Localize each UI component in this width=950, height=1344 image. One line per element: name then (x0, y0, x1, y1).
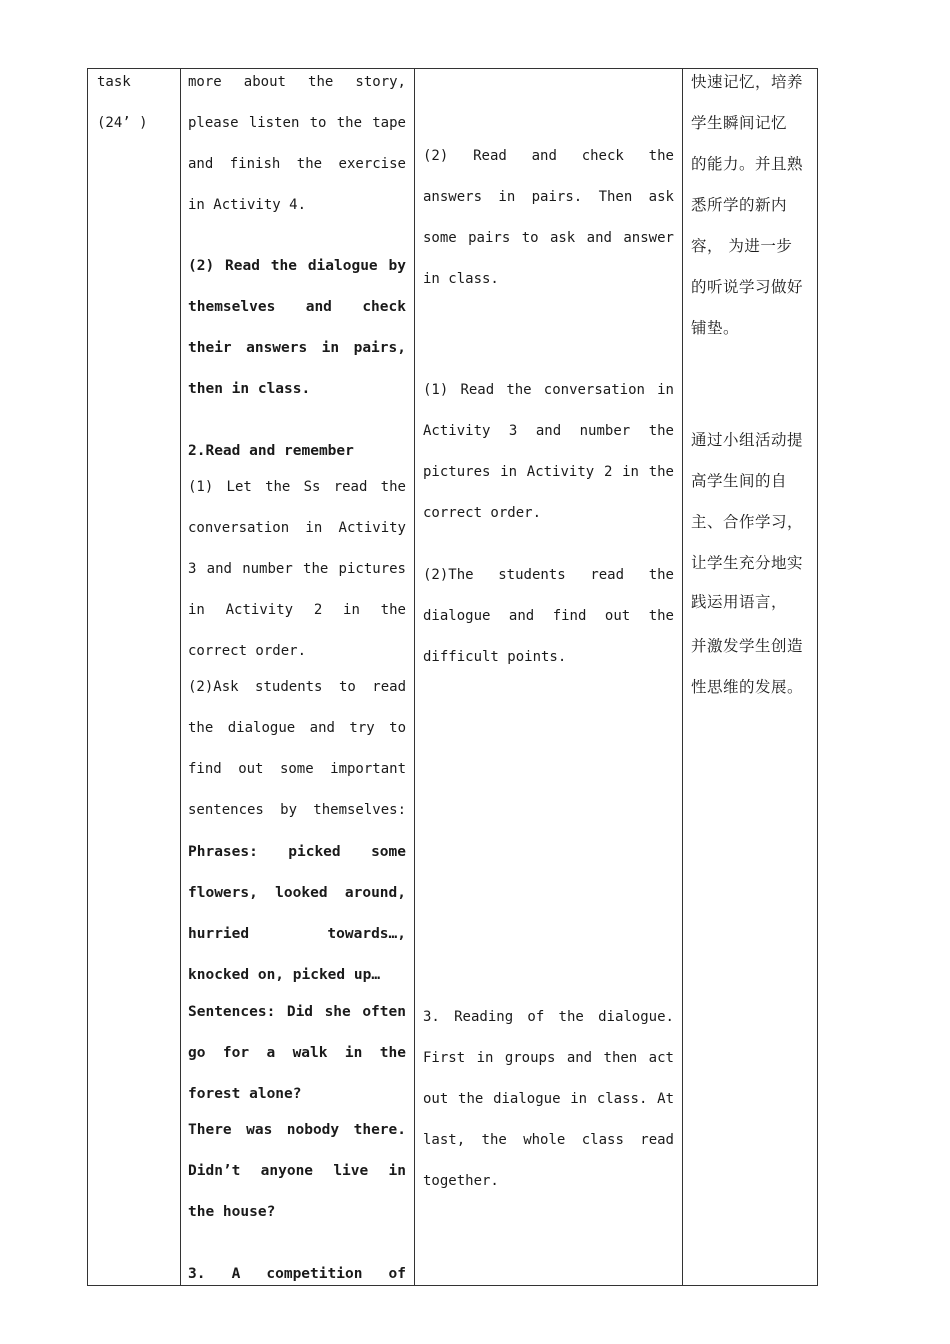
teacher-line: (1) Let the Ss read the (188, 479, 406, 495)
teacher-line: (2) Read the dialogue by (188, 258, 406, 274)
teacher-line: themselves and check (188, 299, 406, 315)
teacher-line: and finish the exercise (188, 156, 406, 172)
intent-line: 践运用语言， (691, 593, 788, 611)
teacher-line: flowers, looked around, (188, 885, 406, 901)
student-line: some pairs to ask and answer (423, 230, 674, 246)
student-line: dialogue and find out the (423, 608, 674, 624)
student-line: last, the whole class read (423, 1132, 674, 1148)
intent-line: 悉所学的新内 (691, 196, 788, 214)
teacher-line: go for a walk in the (188, 1045, 406, 1061)
intent-line: 让学生充分地实 (691, 554, 804, 572)
intent-line: 通过小组活动提 (691, 431, 804, 449)
student-line: Activity 3 and number the (423, 423, 674, 439)
teacher-line: sentences by themselves: (188, 802, 406, 818)
teacher-line: in Activity 4. (188, 197, 307, 213)
intent-line: 性思维的发展。 (691, 678, 804, 696)
teacher-line: 3. A competition of (188, 1266, 406, 1282)
intent-line: 快速记忆，培养 (691, 73, 804, 91)
teacher-line: forest alone? (188, 1086, 302, 1102)
teacher-line: correct order. (188, 643, 307, 659)
student-line: in class. (423, 271, 499, 287)
teacher-line: conversation in Activity (188, 520, 406, 536)
teacher-line: 3 and number the pictures (188, 561, 406, 577)
teacher-line: their answers in pairs, (188, 340, 406, 356)
lesson-plan-table (87, 68, 818, 1286)
intent-line: 容， 为进一步 (691, 237, 793, 255)
intent-line: 的听说学习做好 (691, 278, 804, 296)
student-line: correct order. (423, 505, 542, 521)
column-divider (414, 69, 415, 1285)
teacher-line: the dialogue and try to (188, 720, 406, 736)
teacher-line: more about the story, (188, 74, 406, 90)
intent-line: 的能力。并且熟 (691, 155, 804, 173)
teacher-line: the house? (188, 1204, 276, 1220)
student-line: out the dialogue in class. At (423, 1091, 674, 1107)
teacher-line: There was nobody there. (188, 1122, 406, 1138)
teacher-line: Sentences: Did she often (188, 1004, 406, 1020)
teacher-line: hurried towards…, (188, 926, 406, 942)
teacher-line: Didn’t anyone live in (188, 1163, 406, 1179)
student-line: (2)The students read the (423, 567, 674, 583)
teacher-line: Phrases: picked some (188, 844, 406, 860)
student-line: answers in pairs. Then ask (423, 189, 674, 205)
student-line: difficult points. (423, 649, 567, 665)
teacher-line: knocked on, picked up… (188, 967, 381, 983)
intent-line: 学生瞬间记忆 (691, 114, 788, 132)
student-line: First in groups and then act (423, 1050, 674, 1066)
stage-time: (24’ ) (97, 115, 148, 131)
stage-cell (97, 69, 177, 1285)
design-intent-cell (691, 69, 813, 1285)
teacher-line: find out some important (188, 761, 406, 777)
teacher-activity-cell (188, 69, 406, 1285)
teacher-line: please listen to the tape (188, 115, 406, 131)
column-divider (180, 69, 181, 1285)
intent-line: 铺垫。 (691, 319, 740, 337)
teacher-line: (2)Ask students to read (188, 679, 406, 695)
student-line: pictures in Activity 2 in the (423, 464, 674, 480)
stage-label: task (97, 74, 131, 90)
section-heading: 2.Read and remember (188, 443, 354, 459)
teacher-line: then in class. (188, 381, 311, 397)
student-activity-cell (423, 69, 674, 1285)
intent-line: 主、合作学习， (691, 513, 804, 531)
intent-line: 高学生间的自 (691, 472, 788, 490)
student-line: 3. Reading of the dialogue. (423, 1009, 674, 1025)
student-line: (2) Read and check the (423, 148, 674, 164)
column-divider (682, 69, 683, 1285)
student-line: (1) Read the conversation in (423, 382, 674, 398)
teacher-line: in Activity 2 in the (188, 602, 406, 618)
intent-line: 并激发学生创造 (691, 637, 804, 655)
student-line: together. (423, 1173, 499, 1189)
